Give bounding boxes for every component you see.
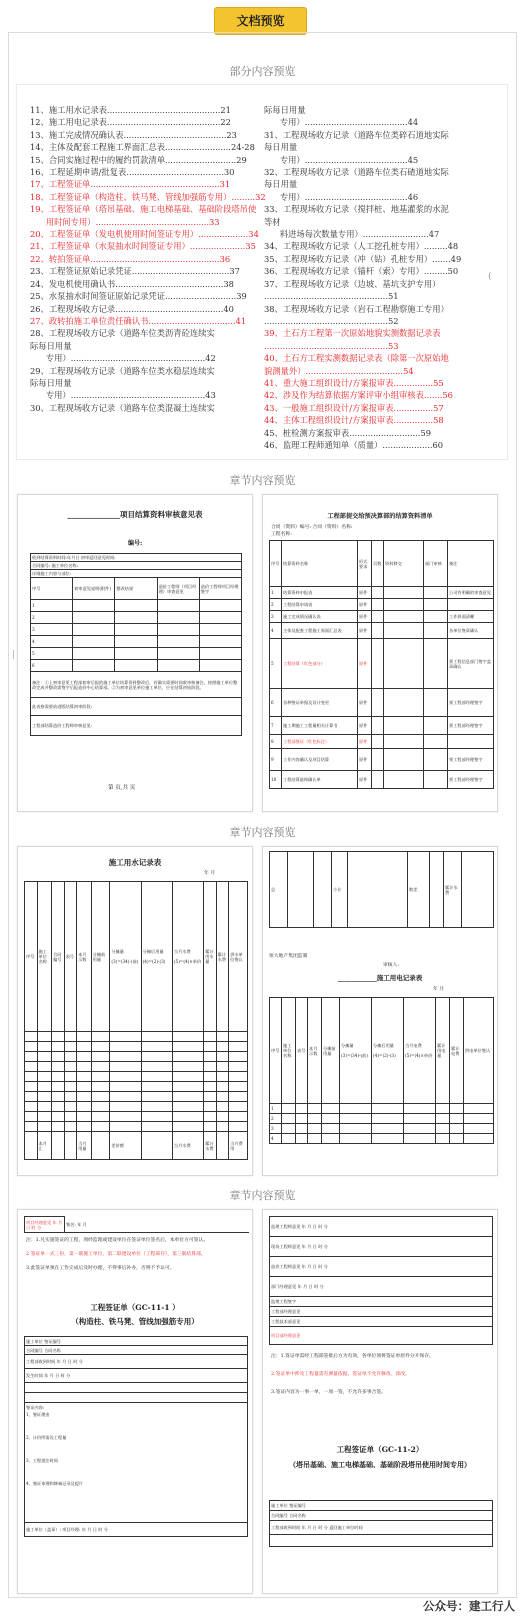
toc-entry: 11、施工用水记录表...........................................21 (30, 105, 231, 115)
doc1-row-num: 1 (31, 600, 73, 612)
doc6-row: 现场工程师意见 年 月 日 时 分 (270, 1237, 493, 1257)
toc-entry: 44、主体工程组织设计/方案报审表...............58 (264, 415, 444, 426)
doc2-cell: 原件 (358, 717, 372, 735)
doc3-footer-cell: 当月用量 (77, 1132, 92, 1160)
doc1-header: 整改结果 (115, 578, 157, 600)
doc2-cell: 原件 (358, 623, 372, 639)
doc2-cell: 施工期施工工程量相关计算书 (282, 717, 358, 735)
toc-entry: 26、工程现场收方记录.........................................40 (30, 303, 234, 314)
doc2-row (270, 587, 494, 599)
doc3-header: 分摊前用量 (91, 882, 110, 1032)
toc-entry: 30、工程现场收方记录（道路车位类混凝土连续实 (30, 402, 215, 413)
doc2-cell: 主体及配套工程施工界面汇总表 (282, 623, 358, 639)
doc5-row: 合同编号 合同名称 (25, 1346, 248, 1355)
toc-entry: 17、工程签证单.................................................31 (30, 179, 231, 190)
toc-entry: 36、工程现场收方记录（锚杆（索）专用）.........50 (264, 266, 459, 277)
doc6-note-2: 2.签证单中涉及工程量需有测量依据，签证单不允许修改、涂改。 (271, 1372, 410, 1377)
toc-right-column (264, 104, 479, 451)
doc1-row-num: 6 (31, 660, 73, 672)
toc-left-column (30, 104, 266, 414)
doc3-header: 累计水费 (216, 882, 229, 1032)
toc-entry: 貌测量外）.....................................54 (264, 365, 414, 376)
doc2-cell: 1 (270, 587, 282, 599)
doc6-row: 造价工程师意见 年 月 日 时 分 (270, 1257, 493, 1277)
doc2-cell: 须工程部经理签字 (448, 749, 494, 771)
section-title-chapter-1: 章节内容预览 (229, 474, 296, 487)
doc2-header: 形式要求 (358, 541, 372, 587)
doc2-cell: 工程结算最终确认单 (282, 771, 358, 789)
doc3-header: 表号 (64, 882, 77, 1032)
doc3-footer-cell: 累计水费 (204, 1132, 217, 1160)
doc3-header: 分摊后用量 (4)=(2)-(3) (141, 882, 172, 1032)
doc2-cell: 工作界面清晰 (448, 611, 494, 623)
doc3-title: 施工用水记录表 (108, 858, 162, 867)
doc3-header: 分摊量 (3)=(34)-(前) (110, 882, 141, 1032)
doc6-subtitle: （塔吊基础、施工电梯基础、基础阶段塔吊使用时间专用） (289, 1460, 471, 1469)
toc-entry: 24、发电机使用确认书.........................................38 (30, 278, 234, 289)
doc4-date: 年 月 (433, 987, 445, 992)
doc2-cell (448, 599, 494, 611)
doc5-note-3: 3.此签证单须在工作完成后及时办理，不得事后补办，否则不予认可。 (26, 1266, 175, 1271)
doc2-cell: 须工程部经理签字 (448, 717, 494, 735)
doc6-bottom-row: 施工单位 签证编号 (270, 1501, 493, 1511)
doc3-footer-cell: 本月汇 (37, 1132, 52, 1160)
toc-entry: 20、工程签证单（发电机使用时间签证专用）...................34 (30, 229, 259, 240)
doc2-table (269, 540, 494, 789)
doc4-top-label: 数差 (408, 852, 430, 928)
toc-entry: 37、工程现场收方记录（边坡、基坑支护专用） (264, 278, 441, 289)
doc1-header: 造价工程师（项目经理）审查意见 (157, 578, 199, 600)
doc6-top-table (269, 1216, 493, 1345)
doc3-header: 供水单位签认 (229, 882, 248, 1032)
doc6-extra: 工程技术部意见 (270, 1317, 493, 1327)
doc6-note-1: 注：1.签证单需经工程部签批后方为有效，各单位须将签证单原件分开保存。 (271, 1354, 434, 1359)
doc2-cell: 原件 (358, 771, 372, 789)
doc5-content-label: 签证内容: (26, 1405, 45, 1410)
doc1-note: 备注：①上初审意见工程部初审后报的施工单位结算资料整改后，若确实需要时间收审核备注，按照施工单位整改完成并整改需签字后报造价中心结算部。②为初审意见单位施工单位，应在结算初始阶段。 (31, 672, 242, 698)
doc4-header: 序号 (270, 998, 282, 1104)
doc2-cell: 工程部签证（红色标注） (282, 735, 358, 749)
toc-entry: 专用）.......................................45 (264, 154, 419, 165)
doc2-cell: 施工完成情况确认表 (282, 611, 358, 623)
doc2-header: 备注 (448, 541, 494, 587)
doc2-cell: 原件 (358, 749, 372, 771)
doc4-header: 当月电费 (5)=(4)×单价 (404, 998, 436, 1104)
doc2-cell: 须工程部经理签字 (448, 689, 494, 717)
doc2-cell: 原件 (358, 587, 372, 599)
doc5-sign: 签名: 年 月 (65, 1217, 249, 1233)
doc6-row: 监理工程师意见 年 月 日 时 分 (270, 1217, 493, 1237)
toc-entry: 际每日用量 (264, 105, 306, 115)
doc5-title: 工程签证单（GC-11-1 ） (90, 1303, 180, 1312)
doc2-cell: 9 (270, 749, 282, 771)
doc2-cell: 原件 (358, 639, 372, 689)
doc4-reviewer: 审核人: (383, 963, 400, 968)
doc-electricity-usage-record[interactable] (262, 846, 498, 1176)
doc1-row-num: 2 (31, 612, 73, 624)
toc-entry: 13、施工完成情况确认表.......................................23 (30, 129, 237, 140)
doc4-row-num: 3 (270, 1124, 282, 1134)
toc-entry: 专用）.......................................46 (264, 191, 419, 202)
doc4-header: 施工单位名称 (282, 998, 296, 1104)
doc5-row: 工程部收到时间 年 月 日 时 分 (25, 1355, 248, 1369)
doc2-cell: 6 (270, 689, 282, 717)
doc2-header: 部门审核 (424, 541, 448, 587)
toc-entry: 料进场每次数量专用）.........................47 (264, 229, 440, 240)
section-title-partial: 部分内容预览 (229, 65, 296, 78)
doc2-row (270, 689, 494, 717)
toc-entry: 39、土石方工程第一次原始地貌实测数据记录表 (264, 328, 441, 339)
doc4-top-label: 小计 (332, 852, 348, 928)
doc6-red-row: 项目部经理意见 (270, 1327, 493, 1345)
doc5-note-2: 2.签证单一式三份，第一联施工单位，第二联建设单位（工程部存），第三联结算部。 (26, 1252, 206, 1257)
toc-entry: 31、工程现场收方记录（道路车位类碎石道地实际 (264, 129, 449, 140)
section-title-chapter-3: 章节内容预览 (229, 1189, 296, 1202)
toc-entry: ...............................................51 (264, 291, 399, 302)
doc2-row (270, 623, 494, 639)
doc2-cell: 8 (270, 735, 282, 749)
doc2-cell: 工程结算（红色部分） (282, 639, 358, 689)
section-title-chapter-2: 章节内容预览 (229, 826, 296, 839)
doc6-bottom-row: 工程部收到时间 年 月 日 时 分 返回施工单位时间 (270, 1521, 493, 1535)
doc2-cell: 7 (270, 717, 282, 735)
doc-water-usage-record[interactable] (17, 846, 253, 1176)
doc4-title: ____________施工用电记录表 (337, 974, 423, 982)
doc4-row-num: 4 (270, 1134, 282, 1144)
doc1-footer-1: 此表格需要前进版结算初审阶段: (31, 698, 242, 716)
doc3-date: 年 月 (204, 871, 216, 876)
toc-entry: 专用）...................................................43 (30, 390, 216, 401)
doc4-header: 供电单位签认 (464, 998, 494, 1104)
doc3-table (24, 881, 248, 1160)
doc1-row-contract: 合同编号: 施工单位名称: (31, 562, 242, 570)
doc2-cell: 原件 (358, 735, 372, 749)
toc-entry: ...............................................53 (264, 340, 399, 351)
toc-entry: 18、工程签证单（构造柱、铁马凳、管线加强筋专用）.........32 (30, 191, 266, 202)
doc2-row (270, 771, 494, 789)
doc2-line-project: 工程名称: (271, 532, 292, 537)
doc5-item: 4、签证审理和降端记录及提片 (26, 1481, 84, 1486)
doc4-row-num: 1 (270, 1104, 282, 1114)
toc-entry: 38、工程现场收方记录（岩石工程勘察施工专用） (264, 303, 449, 314)
doc4-header: 累计电费 (450, 998, 464, 1104)
doc4-header: 表号 (296, 998, 308, 1104)
doc-settlement-review-form[interactable] (17, 494, 253, 812)
doc1-title: ______________项目结算资料审核意见表 (67, 510, 203, 519)
doc2-cell: 结算资料申报表 (282, 587, 358, 599)
doc2-cell: 2 (270, 599, 282, 611)
doc2-header: 序号 (270, 541, 282, 587)
doc2-cell: 各种签证单据及设计变更 (282, 689, 358, 717)
doc5-footer: 施工单位（盖章）: 项目经理: 年 月 日 时 分 (25, 1523, 248, 1537)
doc2-row (270, 749, 494, 771)
toc-entry: 每日用量 (264, 179, 298, 190)
doc4-company: 恒大地产集团监制 (269, 954, 308, 959)
doc3-header: 合同编号 (52, 882, 65, 1032)
toc-entry: 专用）...................................................42 (30, 353, 216, 364)
doc5-item: 2、计价所需设工程量 (26, 1435, 67, 1440)
doc6-extra: 监理工程签字 (270, 1297, 493, 1307)
doc1-row-detail: 详细施工内容与部位: (31, 570, 242, 578)
doc1-row-num: 4 (31, 636, 73, 648)
toc-entry: 27、政转拍施工单位责任确认书.................................41 (30, 315, 247, 326)
toc-entry: 15、合同实施过程中的履约罚款清单...........................29 (30, 154, 247, 165)
doc4-top-table (269, 851, 494, 928)
doc3-header: 本月示数 (77, 882, 92, 1032)
doc1-header: 造价工程师项目经理签字 (199, 578, 241, 600)
toc-entry: 每日用量 (264, 142, 298, 153)
doc2-cell: 工程结算申请表 (282, 599, 358, 611)
doc5-row: 发生时间 年 月 日 时 分 (25, 1369, 248, 1383)
left-scroll-handle-icon[interactable]: | (12, 650, 16, 660)
doc1-row-num: 5 (31, 648, 73, 660)
doc-change-order-gc-11-1[interactable] (17, 1209, 253, 1594)
doc3-header: 施工单位名称 (37, 882, 52, 1032)
doc4-header: 分摊后用量 (4)=(2)-(3) (372, 998, 404, 1104)
doc2-row (270, 611, 494, 623)
doc2-row (270, 717, 494, 735)
doc-preview-badge: 文档预览 (214, 7, 307, 35)
toc-entry: 25、水泵抽水时间签证原始记录凭证...........................39 (30, 291, 247, 302)
doc5-note-1: 注：1.凡实施签证的工程，须经监理或建设单位在签证单位签名后，本单位方可签认。 (26, 1238, 209, 1243)
doc1-row-received: 收到结算资料时间:年月日 初审返回意见时间: (31, 554, 242, 562)
toc-entry: 45、桩检测方案报审表...........................59 (264, 427, 431, 438)
toc-entry: 16、工程延期申请/批复表.....................................30 (30, 167, 235, 178)
toc-entry: 22、转拍签证单.................................................36 (30, 253, 231, 264)
doc2-cell: 原件 (358, 689, 372, 717)
doc2-cell: 10 (270, 771, 282, 789)
doc2-header: 资料移交 (384, 541, 424, 587)
doc6-row: 部门经理意见 年 月 日 时 分 (270, 1277, 493, 1297)
doc2-cell: 各单位签章确认 (448, 623, 494, 639)
doc5-subtitle: （构造柱、铁马凳、管线加强筋专用） (71, 1317, 199, 1326)
toc-entry: 46、监理工程师通知单（质量）...................60 (264, 439, 444, 450)
doc6-extra: 工程部经理意见 (270, 1307, 493, 1317)
doc2-cell: 4 (270, 623, 282, 639)
doc2-header: 页数 (372, 541, 384, 587)
doc1-serial: 编号: (128, 540, 143, 547)
doc1-footer-2: 工程部结算造价工程师审核意见: (31, 716, 242, 736)
doc1-header: 初审意见说明(附件) (73, 578, 115, 600)
doc3-header: 累计用水量 (204, 882, 217, 1032)
doc6-bottom-row: 合同编号 合同名称 (270, 1511, 493, 1521)
doc4-row-num: 2 (270, 1114, 282, 1124)
doc1-row-num: 3 (31, 624, 73, 636)
doc5-item: 3、工程批注时间 (26, 1458, 58, 1463)
doc4-top-label: 累计水费 (444, 852, 462, 928)
doc4-header: 本月示数 (308, 998, 322, 1104)
doc3-footer-cell: 差价额 (110, 1132, 141, 1160)
doc2-row (270, 599, 494, 611)
doc2-cell: 公司有明确的审查意见 (448, 587, 494, 599)
toc-entry: 33、工程现场收方记录（搅拌桩、地基灌浆的水泥 (264, 204, 449, 215)
doc3-footer-cell: 当月水费 (172, 1132, 203, 1160)
doc5-row: 施工单位 签证编号 (25, 1337, 248, 1346)
doc4-top-label: 总 (270, 852, 288, 928)
toc-entry: 29、工程现场收方记录（道路车位类水稳层连续实 (30, 365, 215, 376)
doc-settlement-materials-list[interactable] (262, 494, 498, 812)
footer-watermark: 公众号：建工行人 (423, 1599, 515, 1613)
doc2-cell: 原件 (358, 611, 372, 623)
toc-entry: 28、工程现场收方记录（道路车位类沥青砼连续实 (30, 328, 215, 339)
doc6-bottom-table (269, 1500, 493, 1547)
toc-entry: 40、土石方工程实测数据记录表（除第一次原始地 (264, 353, 449, 364)
doc2-cell: 3 (270, 611, 282, 623)
doc2-cell: 须工程信息部门签字盖章确认 (448, 639, 494, 689)
doc5-top-table (24, 1216, 249, 1233)
doc2-cell: 原件 (358, 599, 372, 611)
toc-entry: 34、工程现场收方记录（人工挖孔桩专用）.........48 (264, 241, 459, 252)
doc1-page-number: 第 页,共 页 (108, 785, 136, 791)
doc3-header: 序号 (25, 882, 38, 1032)
toc-entry: 21、工程签证单（水泵抽水时间签证专用）.....................35 (30, 241, 256, 252)
toc-entry: 32、工程现场收方记录（道路车位类石碴道地实际 (264, 167, 449, 178)
doc6-note-3: 3.签证内容为一事一单，一项一签，不允许多事合签。 (271, 1390, 386, 1395)
toc-entry: 41、重大施工组织设计/方案报审表...............55 (264, 377, 444, 388)
toc-entry: 42、涉及作为结算依据方案评审小组审核表.......56 (264, 390, 453, 401)
toc-entry: 12、施工用电记录表...........................................22 (30, 117, 231, 128)
doc5-top-cell: 项目经理意见 年 月 日 时 分 (25, 1217, 65, 1233)
doc2-line-contract: 合同（资料）编号: 合同（资料）名称: (271, 525, 353, 530)
doc5-table (24, 1336, 248, 1537)
doc4-header: 分摊量 (3)=(34)-(前) (340, 998, 372, 1104)
toc-entry: 等材 (264, 216, 281, 227)
doc2-title: 工程部提交给预决算部的结算资料清单 (327, 513, 433, 520)
doc2-cell: 工作内容确认及项目结算 (282, 749, 358, 771)
doc1-header: 序号 (31, 578, 73, 600)
toc-entry: 专用）.......................................44 (264, 117, 419, 128)
doc2-cell: 须工程部经理签字 (448, 771, 494, 789)
doc3-header: 当月水费 (5)=(4)×单价 (172, 882, 203, 1032)
doc4-table (269, 997, 494, 1144)
doc6-title: 工程签证单（GC-11-2） (336, 1445, 424, 1454)
toc-entry: 19、工程签证单（塔吊基础、施工电梯基础、基础阶段塔吊使 (30, 204, 257, 215)
toc-entry: 35、工程现场收方记录（冲（钻）孔桩专用）.......49 (264, 253, 462, 264)
doc2-header: 结算资料名称 (282, 541, 358, 587)
doc3-footer-cell: 当月费用 (229, 1132, 248, 1160)
doc2-cell: 5 (270, 639, 282, 689)
doc2-row (270, 735, 494, 749)
toc-entry: 际每日用量 (30, 377, 72, 388)
toc-entry: ...............................................52 (264, 315, 399, 326)
doc4-header: 累计用电量 (436, 998, 450, 1104)
scroll-indicator-icon[interactable]: ( (488, 272, 492, 282)
toc-entry: 14、主体及配套工程施工界面汇总表.........................24-28 (30, 142, 255, 153)
toc-entry: 23、工程签证原始记录凭证.....................................37 (30, 266, 240, 277)
doc2-row (270, 639, 494, 689)
doc2-cell (448, 735, 494, 749)
toc-entry: 际每日用量 (30, 340, 72, 351)
toc-entry: 43、一般施工组织设计/方案报审表...............57 (264, 402, 444, 413)
doc-change-order-gc-11-2[interactable] (262, 1209, 498, 1594)
doc4-header: 分摊前用量 (322, 998, 340, 1104)
toc-entry: 用时间专用）...........................................33 (30, 216, 220, 227)
doc5-item: 1、签证理由 (26, 1412, 50, 1417)
doc1-table (30, 553, 242, 736)
